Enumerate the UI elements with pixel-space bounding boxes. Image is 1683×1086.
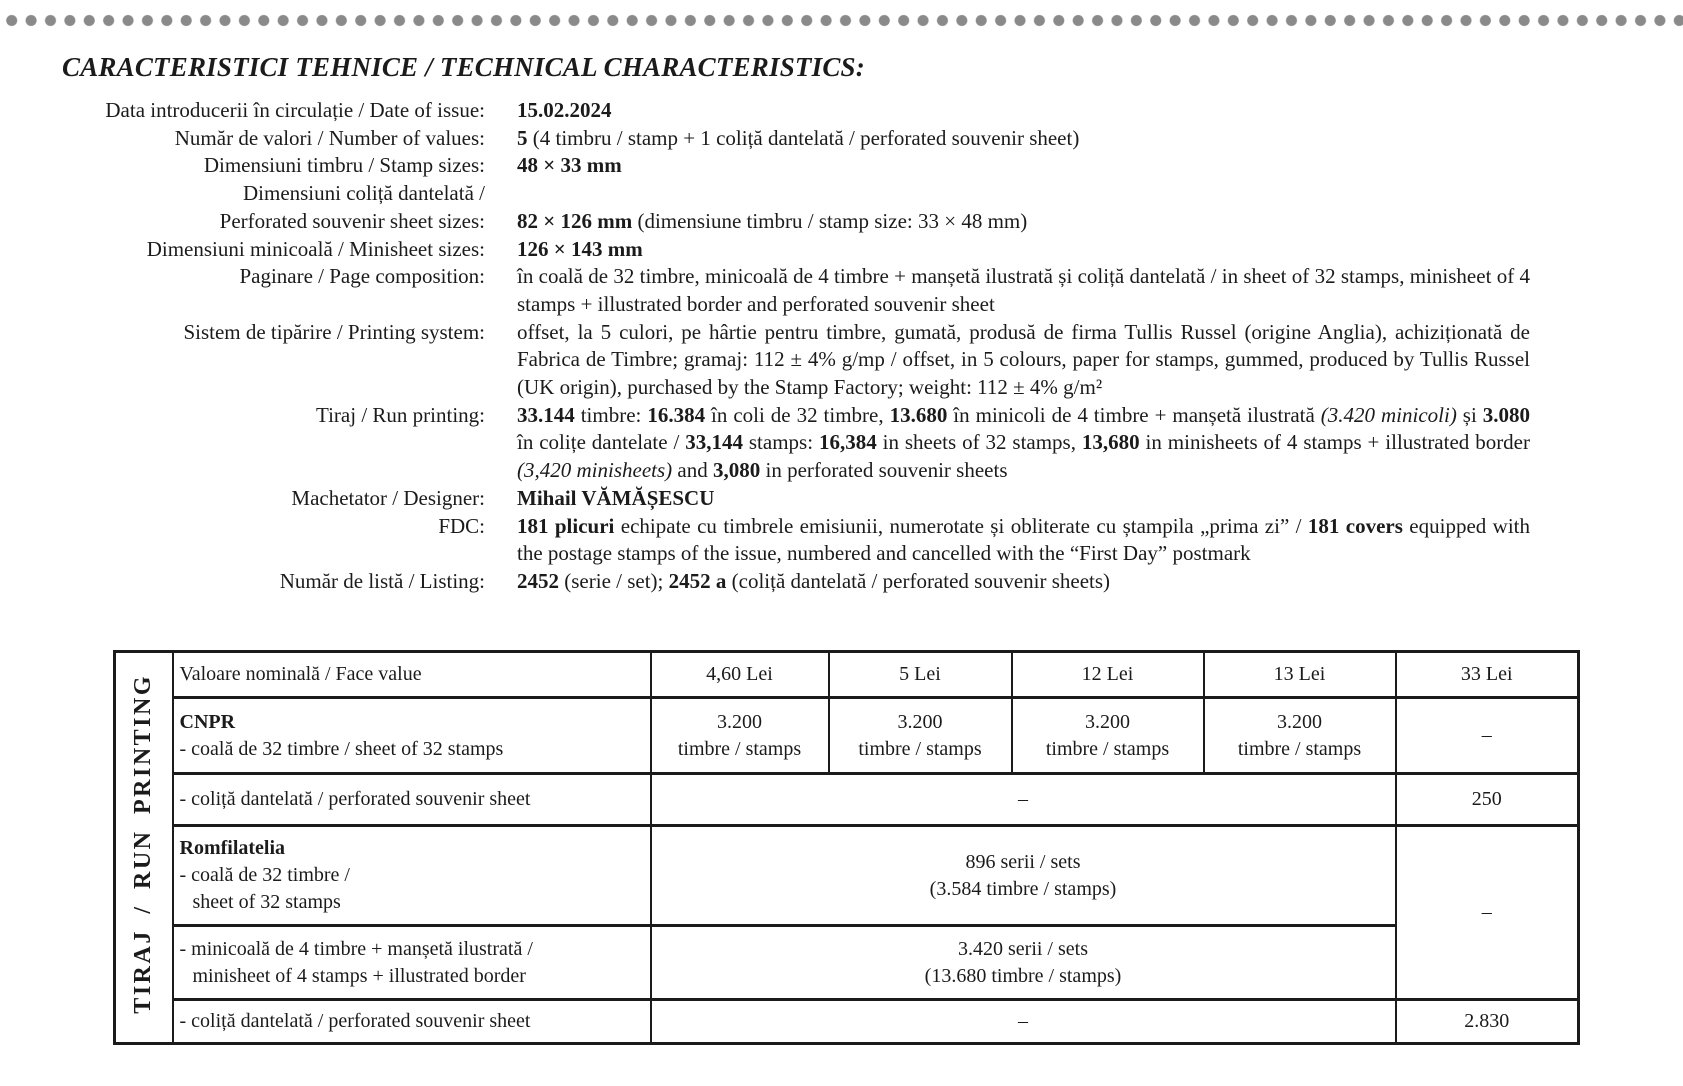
field-label-printing-system: Sistem de tipărire / Printing system: [183, 319, 485, 344]
table-row-cnpr-souvenir-sheet [115, 774, 1579, 826]
header-col-5-lei: 5 Lei [829, 652, 1012, 698]
romfilatelia-souvenir-value-33-lei: 2.830 [1396, 1000, 1579, 1044]
field-label-number-of-values: Număr de valori / Number of values: [174, 125, 485, 150]
header-face-value: Valoare nominală / Face value [173, 652, 651, 698]
field-value-minisheet-sizes: 126 × 143 mm [517, 236, 643, 261]
romfilatelia-dash-33-lei: – [1396, 826, 1579, 1000]
cnpr-value-12-lei: 3.200 timbre / stamps [1012, 698, 1204, 774]
field-label-minisheet-sizes: Dimensiuni minicoală / Minisheet sizes: [146, 236, 485, 261]
vertical-header-text: TIRAJ / RUN PRINTING [130, 673, 157, 1014]
page-title: CARACTERISTICI TEHNICE / TECHNICAL CHARACTERISTICS: [62, 52, 865, 82]
header-col-33-lei: 33 Lei [1396, 652, 1579, 698]
header-col-12-lei: 12 Lei [1012, 652, 1204, 698]
romfilatelia-souvenir-dash: – [651, 1000, 1396, 1044]
field-label-page-composition: Paginare / Page composition: [239, 264, 485, 289]
table-row-romfilatelia-sheet [115, 826, 1579, 926]
minisheet-row-label: - minicoală de 4 timbre + manșetă ilustrată / minisheet of 4 stamps + illustrated border [173, 926, 651, 1000]
field-value-date-of-issue: 15.02.2024 [517, 98, 612, 122]
field-label-fdc: FDC: [438, 513, 485, 538]
table-row-cnpr-sheet [115, 698, 1579, 774]
minisheet-sets-value: 3.420 serii / sets (13.680 timbre / stamps) [651, 926, 1396, 1000]
field-label-run-printing: Tiraj / Run printing: [316, 402, 485, 427]
header-col-4-60-lei: 4,60 Lei [651, 652, 829, 698]
romfilatelia-sets-value: 896 serii / sets (3.584 timbre / stamps) [651, 826, 1396, 926]
field-value-run-printing: 33.144 timbre: 16.384 în coli de 32 timbre, 13.680 în minicoli de 4 timbre + manșetă ilustrată (3.420 minicoli) și 3.080 în colițe dantelate / 33,144 stamps: 16,384 in sheets of 32 stamps, 13,680 in minisheets of 4 stamps + illustrated border (3,420 minisheets) and 3,080 in perforated souvenir sheets [517, 402, 1531, 483]
field-label-designer: Machetator / Designer: [291, 485, 485, 510]
field-label-souvenir-sheet-sizes-ro: Dimensiuni coliță dantelată / [242, 181, 485, 206]
field-label-date-of-issue: Data introducerii în circulație / Date of issue: [105, 98, 485, 122]
cnpr-value-13-lei: 3.200 timbre / stamps [1204, 698, 1396, 774]
cnpr-souvenir-value-33-lei: 250 [1396, 774, 1579, 826]
field-value-listing: 2452 (serie / set); 2452 a (coliță dantelată / perforated souvenir sheets) [517, 568, 1111, 593]
cnpr-row-label: CNPR - coală de 32 timbre / sheet of 32 stamps [173, 698, 651, 774]
field-label-stamp-sizes: Dimensiuni timbru / Stamp sizes: [203, 153, 485, 178]
table-vertical-header [115, 652, 173, 1044]
technical-characteristics-list [40, 97, 1530, 596]
cnpr-value-5-lei: 3.200 timbre / stamps [829, 698, 1012, 774]
cnpr-souvenir-row-label: - coliță dantelată / perforated souvenir sheet [173, 774, 651, 826]
field-value-designer: Mihail VĂMĂȘESCU [517, 485, 715, 510]
cnpr-value-33-lei: – [1396, 698, 1579, 774]
header-col-13-lei: 13 Lei [1204, 652, 1396, 698]
cnpr-souvenir-dash: – [651, 774, 1396, 826]
field-label-listing: Număr de listă / Listing: [279, 568, 485, 593]
field-value-stamp-sizes: 48 × 33 mm [517, 153, 622, 178]
field-value-souvenir-sheet-sizes: 82 × 126 mm (dimensiune timbru / stamp size: 33 × 48 mm) [517, 208, 1028, 233]
field-value-empty [517, 180, 1530, 208]
run-printing-table [113, 650, 1580, 1045]
field-value-number-of-values: 5 (4 timbru / stamp + 1 coliță dantelată / perforated souvenir sheet) [517, 125, 1080, 150]
field-value-fdc: 181 plicuri echipate cu timbrele emisiunii, numerotate și obliterate cu ștampila „prima zi” / 181 covers equipped with the postage stamps of the issue, numbered and cancelled with the “First Day” postmark [517, 513, 1530, 566]
field-value-page-composition: în coală de 32 timbre, minicoală de 4 timbre + manșetă ilustrată și coliță dantelată / in sheet of 32 stamps, minisheet of 4 stamps + illustrated border and perforated souvenir sheet [517, 264, 1530, 316]
field-value-printing-system: offset, la 5 culori, pe hârtie pentru timbre, gumată, produsă de firma Tullis Russel (origine Anglia), achiziționată de Fabrica de Timbre; gramaj: 112 ± 4% g/mp / offset, in 5 colours, paper for stamps, gummed, produced by Tullis Russel (UK origin), purchased by the Stamp Factory; weight: 112 ± 4% g/m² [517, 319, 1530, 400]
romfilatelia-souvenir-row-label: - coliță dantelată / perforated souvenir sheet [173, 1000, 651, 1044]
dotted-separator [0, 14, 1683, 27]
cnpr-value-4-60-lei: 3.200 timbre / stamps [651, 698, 829, 774]
table-row-minisheet [115, 926, 1579, 1000]
romfilatelia-row-label: Romfilatelia - coală de 32 timbre / sheet of 32 stamps [173, 826, 651, 926]
table-row-romfilatelia-souvenir-sheet [115, 1000, 1579, 1044]
field-label-souvenir-sheet-sizes-en: Perforated souvenir sheet sizes: [219, 208, 485, 233]
